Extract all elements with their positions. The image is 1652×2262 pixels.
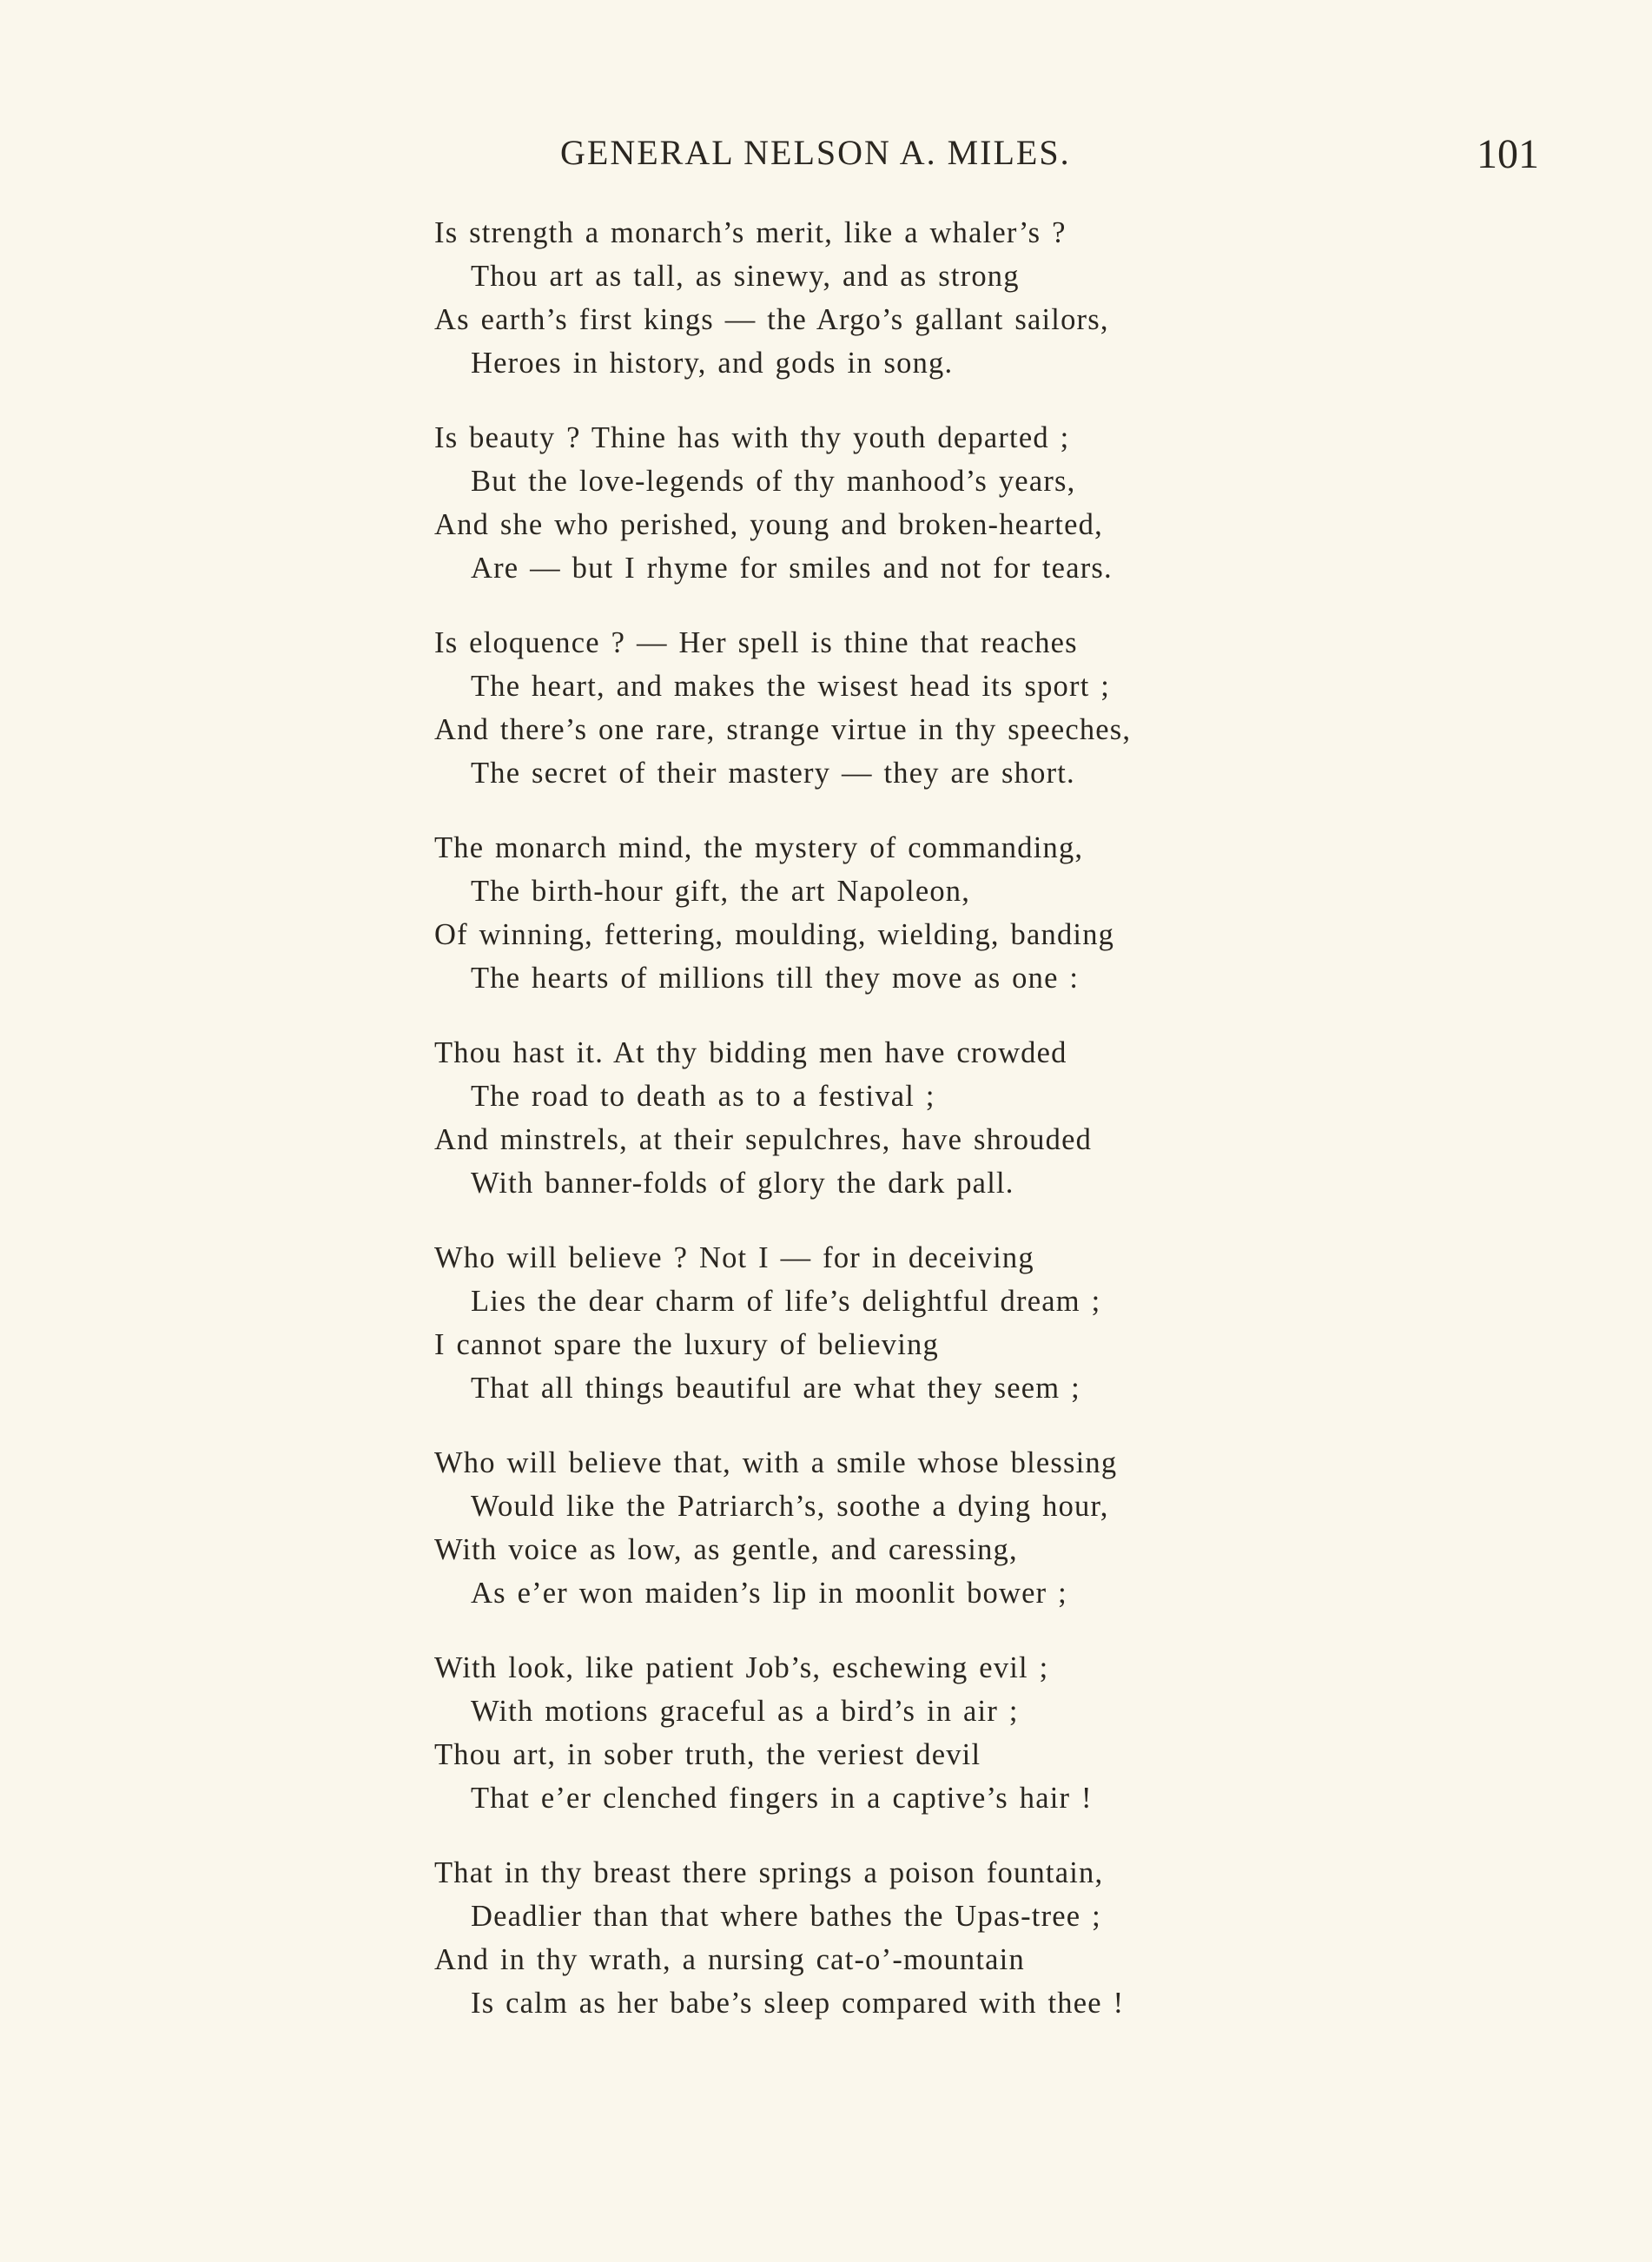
- poem-line: The road to death as to a festival ;: [471, 1080, 935, 1113]
- poem-line: And she who perished, young and broken-hearted,: [434, 508, 1103, 541]
- poem-line: Deadlier than that where bathes the Upas-tree ;: [471, 1900, 1101, 1933]
- poem-line: Thou hast it. At thy bidding men have crowded: [434, 1036, 1067, 1069]
- poem-line: With voice as low, as gentle, and caressing,: [434, 1533, 1018, 1566]
- stanza-8: [434, 1646, 1338, 1820]
- poem-line: Would like the Patriarch’s, soothe a dying hour,: [471, 1490, 1109, 1523]
- poem-line: As e’er won maiden’s lip in moonlit bower ;: [471, 1577, 1067, 1610]
- poem-line: With look, like patient Job’s, eschewing evil ;: [434, 1651, 1049, 1684]
- poem-line: With banner-folds of glory the dark pall.: [471, 1167, 1014, 1200]
- poem-line: That e’er clenched fingers in a captive’s hair !: [471, 1782, 1093, 1815]
- poem: [434, 211, 1338, 2056]
- poem-line: Is eloquence ? — Her spell is thine that reaches: [434, 626, 1078, 659]
- stanza-9: [434, 1851, 1338, 2025]
- poem-line: The birth-hour gift, the art Napoleon,: [471, 875, 971, 908]
- stanza-3: [434, 621, 1338, 795]
- poem-line: Is strength a monarch’s merit, like a whaler’s ?: [434, 216, 1067, 249]
- running-head: [0, 127, 1652, 179]
- poem-line: The monarch mind, the mystery of commanding,: [434, 831, 1084, 864]
- poem-line: Is beauty ? Thine has with thy youth departed ;: [434, 421, 1070, 454]
- poem-line: Who will believe that, with a smile whose blessing: [434, 1446, 1118, 1479]
- stanza-7: [434, 1441, 1338, 1615]
- poem-line: And there’s one rare, strange virtue in thy speeches,: [434, 713, 1132, 746]
- poem-line: Are — but I rhyme for smiles and not for tears.: [471, 552, 1113, 585]
- poem-line: Heroes in history, and gods in song.: [471, 347, 954, 380]
- poem-line: And in thy wrath, a nursing cat-o’-mountain: [434, 1943, 1025, 1976]
- poem-line: With motions graceful as a bird’s in air ;: [471, 1695, 1019, 1728]
- stanza-5: [434, 1031, 1338, 1205]
- poem-line: Of winning, fettering, moulding, wielding, banding: [434, 918, 1115, 951]
- poem-line: The hearts of millions till they move as one :: [471, 962, 1080, 995]
- poem-line: Who will believe ? Not I — for in deceiving: [434, 1241, 1034, 1274]
- poem-line: Thou art as tall, as sinewy, and as strong: [471, 260, 1020, 293]
- stanza-1: [434, 211, 1338, 385]
- poem-line: Is calm as her babe’s sleep compared with thee !: [471, 1987, 1125, 2020]
- poem-line: Lies the dear charm of life’s delightful dream ;: [471, 1285, 1101, 1318]
- running-title: GENERAL NELSON A. MILES.: [560, 133, 1071, 172]
- stanza-6: [434, 1236, 1338, 1410]
- poem-line: That all things beautiful are what they seem ;: [471, 1372, 1080, 1405]
- stanza-2: [434, 416, 1338, 590]
- poem-line: The heart, and makes the wisest head its sport ;: [471, 670, 1111, 703]
- poem-line: That in thy breast there springs a poison fountain,: [434, 1856, 1104, 1889]
- poem-line: As earth’s first kings — the Argo’s gallant sailors,: [434, 303, 1109, 336]
- poem-line: The secret of their mastery — they are short.: [471, 757, 1075, 790]
- poem-line: And minstrels, at their sepulchres, have shrouded: [434, 1123, 1093, 1156]
- stanza-4: [434, 826, 1338, 1000]
- poem-line: Thou art, in sober truth, the veriest devil: [434, 1738, 981, 1771]
- page-number: 101: [1477, 131, 1539, 177]
- poem-line: But the love-legends of thy manhood’s years,: [471, 465, 1076, 498]
- poem-line: I cannot spare the luxury of believing: [434, 1328, 939, 1361]
